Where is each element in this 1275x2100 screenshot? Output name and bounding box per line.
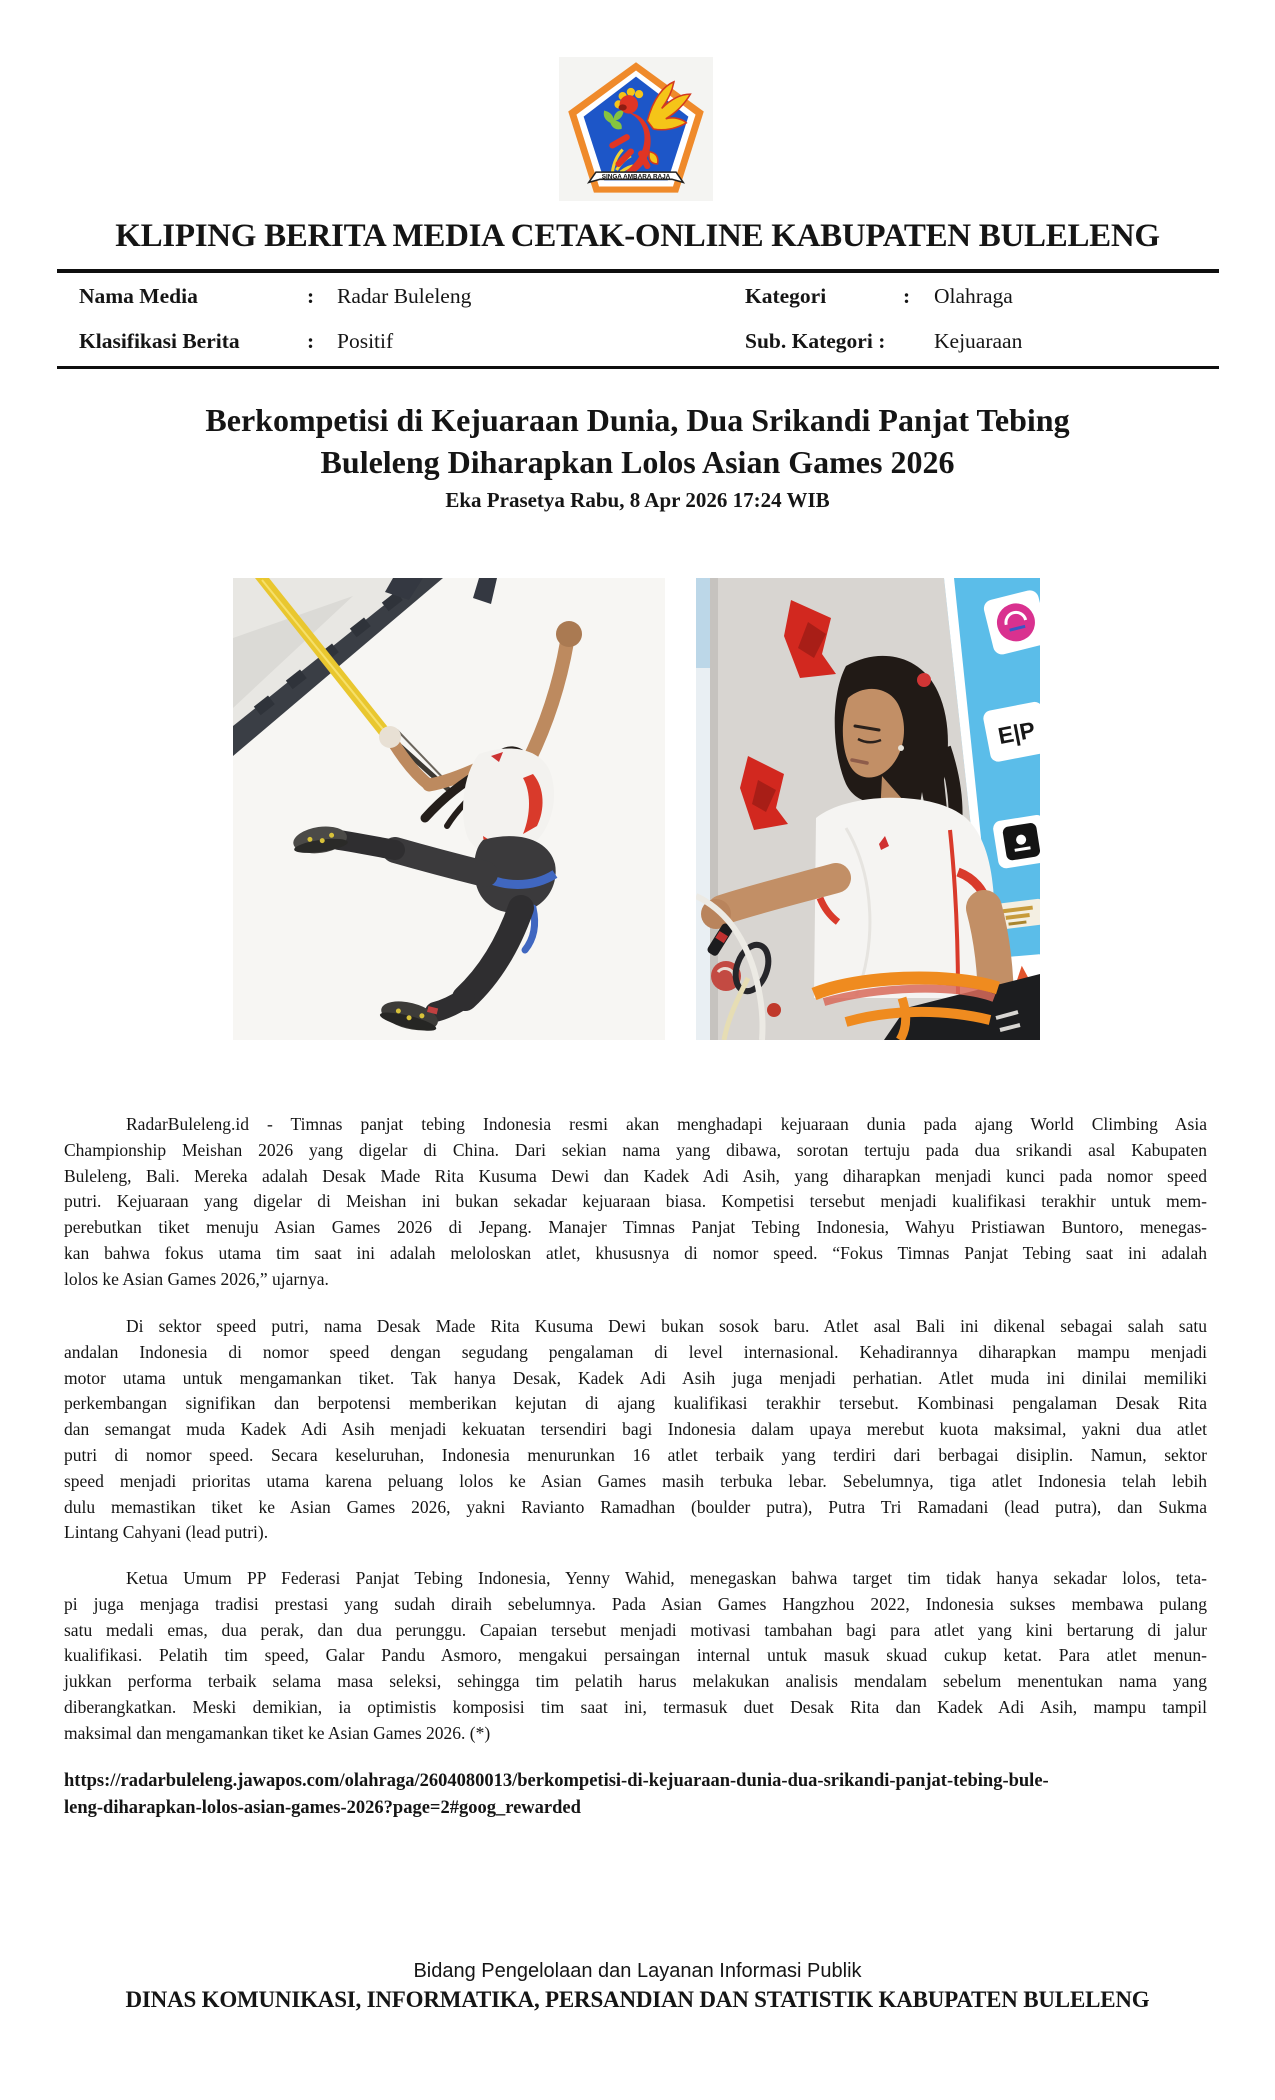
body-text-line: maksimal dan mengamankan tiket ke Asian Games 2026. (*) (64, 1722, 491, 1743)
body-text-line: pi juga menjaga tradisi prestasi yang sudah diraih sebelumnya. Pada Asian Games Hangzhou 2022, Indonesia sukses membawa pulang (64, 1593, 1207, 1614)
body-text-line: perkembangan signifikan dan berpotensi memberikan kejutan di ajang kualifikasi terakhir tersebut. Kombinasi pengalaman Desak Rita (64, 1393, 1207, 1414)
article-title-line-1: Berkompetisi di Kejuaraan Dunia, Dua Srikandi Panjat Tebing (205, 402, 1070, 438)
article-paragraph-2 (64, 1314, 1207, 1546)
divider-thick (57, 269, 1219, 273)
body-text-line: putri di nomor speed. Secara keseluruhan, Indonesia menurunkan 16 atlet terbaik yang terdiri dari berbagai disiplin. Namun, sektor (64, 1444, 1207, 1465)
body-text-line: diberangkatkan. Meski demikian, ia optimistis komposisi tim saat ini, termasuk duet Desak Rita dan Kadek Adi Asih, mampu tampil (64, 1696, 1207, 1717)
article-title-line-2: Buleleng Diharapkan Lolos Asian Games 2026 (320, 444, 955, 480)
klasifikasi-value: Positif (337, 329, 394, 353)
sub-kategori-value: Kejuaraan (934, 329, 1023, 353)
ep-sponsor-logo: E|P (995, 716, 1038, 750)
photo-climber-celebrating (233, 578, 665, 1040)
colon-separator: : (307, 284, 315, 308)
colon-separator: : (307, 329, 315, 353)
klasifikasi-label: Klasifikasi Berita (79, 329, 240, 353)
kategori-value: Olahraga (934, 284, 1013, 308)
colon-separator: : (903, 284, 911, 308)
kategori-label: Kategori (745, 284, 827, 308)
photo-climber-clipping-rope (696, 578, 1040, 1040)
article-byline: Eka Prasetya Rabu, 8 Apr 2026 17:24 WIB (445, 488, 830, 512)
article-paragraph-3 (64, 1566, 1207, 1747)
page-title: KLIPING BERITA MEDIA CETAK-ONLINE KABUPATEN BULELENG (115, 218, 1160, 254)
body-text-line: Championship Meishan 2026 yang digelar di China. Dari sekian nama yang dibawa, sorotan tertuju pada dua srikandi asal Kabupaten (64, 1139, 1207, 1160)
url-line: leng-diharapkan-lolos-asian-games-2026?page=2#goog_rewarded (64, 1797, 581, 1818)
footer-division-name: Bidang Pengelolaan dan Layanan Informasi Publik (413, 1960, 862, 1982)
body-text-line: kualifikasi. Pelatih tim speed, Galar Pandu Asmoro, mengakui persaingan internal untuk masuk skuad cukup ketat. Para atlet menun- (64, 1645, 1207, 1666)
nama-media-value: Radar Buleleng (337, 284, 472, 308)
body-text-line: motor utama untuk mengamankan tiket. Tak hanya Desak, Kadek Adi Asih juga menjadi perhatian. Atlet muda ini dinilai memiliki (64, 1367, 1207, 1388)
divider-mid (57, 366, 1219, 369)
body-text-line: kan bahwa fokus utama tim saat ini adalah meloloskan atlet, khususnya di nomor speed. “Fokus Timnas Panjat Tebing saat ini adalah (64, 1242, 1207, 1263)
body-text-line: Lintang Cahyani (lead putri). (64, 1522, 269, 1543)
body-text-line: Di sektor speed putri, nama Desak Made Rita Kusuma Dewi bukan sosok baru. Atlet asal Bali ini dikenal sebagai salah satu (126, 1316, 1207, 1336)
article-source-url (64, 1768, 1207, 1821)
url-line: https://radarbuleleng.jawapos.com/olahraga/2604080013/berkompetisi-di-kejuaraan-dunia-dua-srikandi-panjat-tebing-bule- (64, 1771, 1049, 1791)
body-text-line: Ketua Umum PP Federasi Panjat Tebing Indonesia, Yenny Wahid, menegaskan bahwa target tim tidak hanya sekadar lolos, teta- (126, 1568, 1207, 1588)
body-text-line: lolos ke Asian Games 2026,” ujarnya. (64, 1268, 329, 1289)
singa-ambara-raja-emblem-icon (559, 57, 713, 201)
body-text-line: RadarBuleleng.id - Timnas panjat tebing Indonesia resmi akan menghadapi kejuaraan dunia pada ajang World Climbing Asia (126, 1114, 1207, 1134)
body-text-line: dulu memastikan tiket ke Asian Games 2026, yakni Ravianto Ramadhan (boulder putra), Putra Tri Ramadani (lead putra), dan Sukma (64, 1496, 1207, 1517)
body-text-line: andalan Indonesia di nomor speed dengan segudang pengalaman di level internasional. Kehadirannya diharapkan mampu menjadi (64, 1341, 1207, 1362)
body-text-line: satu medali emas, dua perak, dan dua perunggu. Capaian tersebut menjadi motivasi tambahan bagi para atlet yang kini bertarung di jalur (64, 1619, 1207, 1640)
body-text-line: perebutkan tiket menuju Asian Games 2026 di Jepang. Manajer Timnas Panjat Tebing Indonesia, Wahyu Pristiawan Buntoro, menegas- (64, 1217, 1207, 1238)
body-text-line: jukkan performa terbaik selama masa seleksi, sehingga tim pelatih harus melakukan analisis mendalam sebelum menentukan nama yang (64, 1671, 1207, 1692)
nama-media-label: Nama Media (79, 284, 198, 308)
body-text-line: putri. Kejuaraan yang digelar di Meishan ini bukan sekadar kejuaraan biasa. Kompetisi tersebut menjadi kualifikasi terakhir untuk mem- (64, 1191, 1207, 1212)
body-text-line: Buleleng, Bali. Mereka adalah Desak Made Rita Kusuma Dewi dan Kadek Adi Asih, yang diharapkan menjadi kunci pada nomor speed (64, 1165, 1207, 1186)
footer-agency-name: DINAS KOMUNIKASI, INFORMATIKA, PERSANDIAN DAN STATISTIK KABUPATEN BULELENG (125, 1987, 1150, 2012)
logo-banner-text: SINGA AMBARA RAJA (601, 173, 671, 181)
sub-kategori-label: Sub. Kategori : (745, 329, 886, 353)
body-text-line: dan semangat muda Kadek Adi Asih menjadi kekuatan tersendiri bagi Indonesia dalam upaya merebut kuota maksimal, yakni dua atlet (64, 1419, 1207, 1440)
buleleng-regency-logo (559, 57, 713, 201)
body-text-line: speed menjadi prioritas utama karena peluang lolos ke Asian Games masih terbuka lebar. Sebelumnya, tiga atlet Indonesia telah lebih (64, 1470, 1207, 1491)
article-paragraph-1 (64, 1112, 1207, 1293)
